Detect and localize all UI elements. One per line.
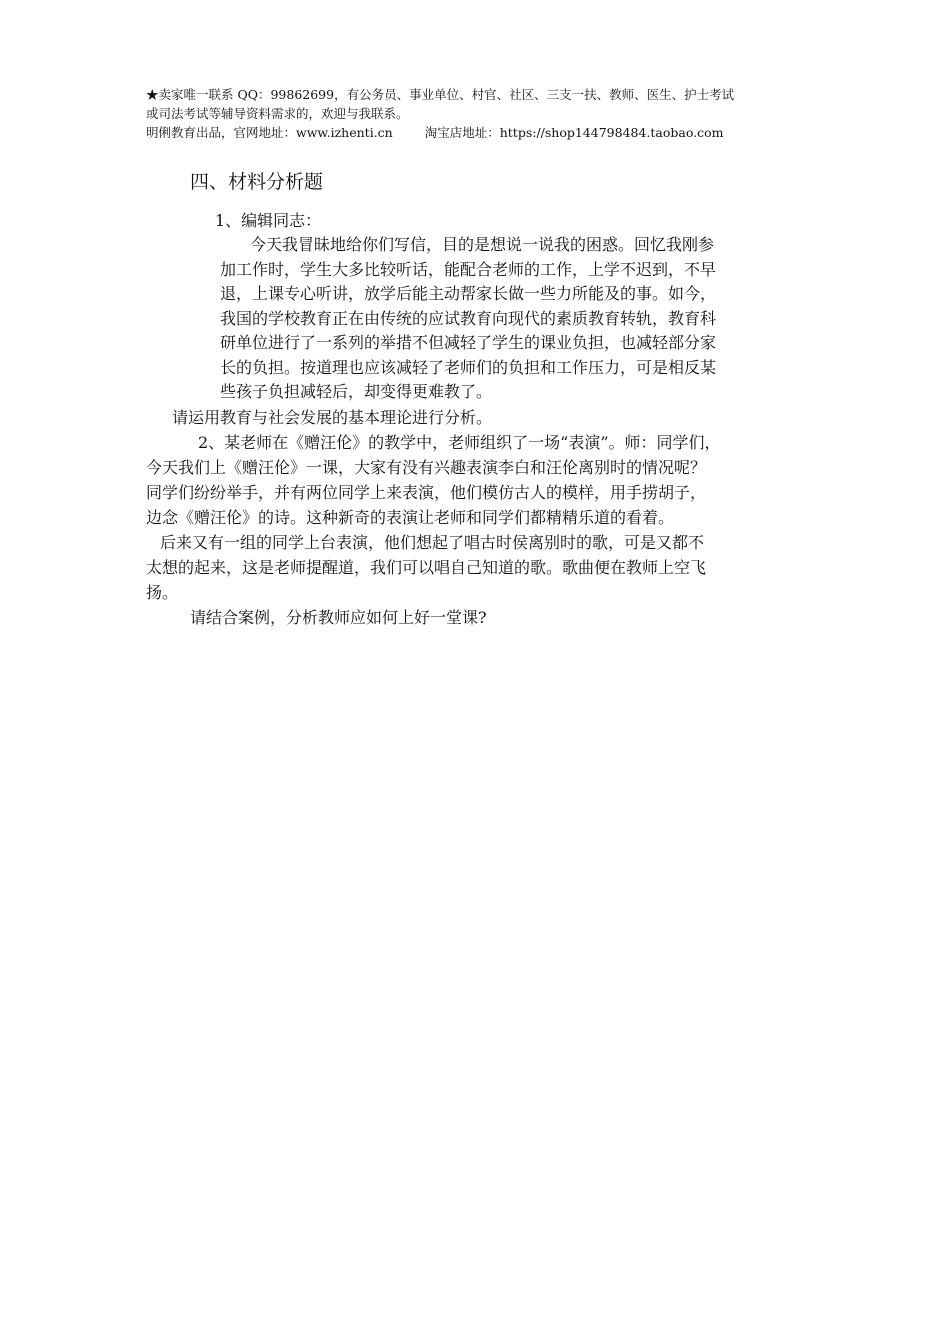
question-1-label: 1、编辑同志： — [215, 211, 322, 230]
header-line-3 — [146, 123, 806, 142]
case-line: 2、某老师在《赠汪伦》的教学中，老师组织了一场“表演”。师：同学们， — [198, 433, 721, 452]
letter-line: 我国的学校教育正在由传统的应试教育向现代的素质教育转轨，教育科 — [220, 308, 717, 328]
letter-line: 些孩子负担减轻后，却变得更难教了。 — [220, 382, 493, 401]
letter-line: 今天我冒昧地给你们写信，目的是想说一说我的困惑。回忆我刚参 — [250, 235, 715, 254]
section-title: 四、材料分析题 — [190, 171, 324, 193]
case-line: 后来又有一组的同学上台表演，他们想起了唱古时侯离别时的歌，可是又都不 — [160, 533, 705, 552]
question-2-prompt: 请结合案例，分析教师应如何上好一堂课? — [190, 608, 487, 627]
letter-line: 加工作时，学生大多比较听话，能配合老师的工作，上学不迟到，不早 — [220, 259, 717, 279]
letter-line: 长的负担。按道理也应该减轻了老师们的负担和工作压力，可是相反某 — [220, 357, 717, 377]
case-line: 扬。 — [146, 583, 179, 602]
case-line: 边念《赠汪伦》的诗。这种新奇的表演让老师和同学们都精精乐道的看着。 — [146, 508, 675, 527]
seller-contact-header — [146, 85, 806, 142]
question-1-prompt: 请运用教育与社会发展的基本理论进行分析。 — [172, 408, 493, 427]
shop-address: 淘宝店地址：https://shop144798484.taobao.com — [424, 125, 724, 140]
question-1-letter — [220, 233, 805, 405]
header-line-1: ★卖家唯一联系 QQ：99862699，有公务员、事业单位、村官、社区、三支一扶、教师、医生、护士考试 — [146, 87, 735, 102]
case-line: 同学们纷纷举手，并有两位同学上来表演，他们模仿古人的模样，用手捞胡子， — [146, 483, 707, 502]
letter-line: 研单位进行了一系列的举措不但减轻了学生的课业负担，也减轻部分家 — [220, 333, 717, 352]
letter-line: 退，上课专心听讲，放学后能主动帮家长做一些力所能及的事。如今， — [220, 284, 717, 303]
question-2-case — [146, 430, 811, 605]
case-line: 太想的起来，这是老师提醒道，我们可以唱自己知道的歌。歌曲便在教师上空飞 — [146, 558, 707, 577]
header-line-2: 或司法考试等辅导资料需求的，欢迎与我联系。 — [146, 106, 409, 121]
case-line: 今天我们上《赠汪伦》一课，大家有没有兴趣表演李白和汪伦离别时的情况呢？ — [146, 458, 707, 477]
website-address: 明俐教育出品，官网地址：www.izhenti.cn — [146, 125, 393, 140]
